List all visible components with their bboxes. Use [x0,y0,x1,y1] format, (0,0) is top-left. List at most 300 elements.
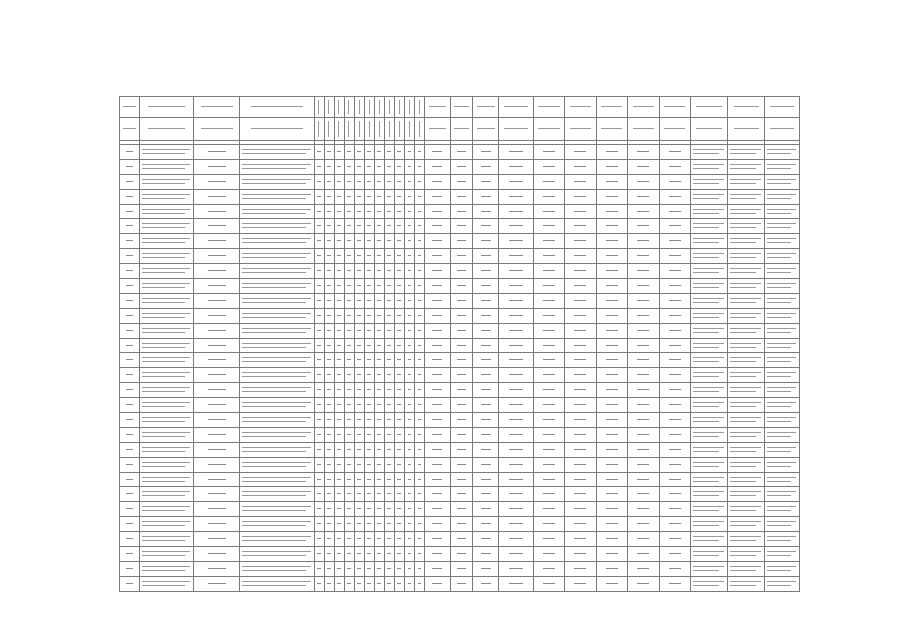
table-cell [473,308,499,323]
table-cell [628,576,659,591]
table-cell [374,353,384,368]
table-cell [424,219,450,234]
table-cell [344,472,354,487]
table-cell [324,561,334,576]
table-cell [240,502,314,517]
table-cell [414,442,424,457]
table-cell [334,264,344,279]
table-cell [324,234,334,249]
table-cell [334,547,344,562]
table-cell [691,576,728,591]
table-cell [314,204,324,219]
table-cell [499,159,533,174]
table-cell [628,249,659,264]
table-cell [628,279,659,294]
table-cell [728,204,765,219]
table-cell [240,398,314,413]
table-cell [473,219,499,234]
table-cell [240,279,314,294]
table-cell [691,279,728,294]
table-cell [659,442,690,457]
table-cell [728,442,765,457]
table-cell [404,487,414,502]
table-cell [659,561,690,576]
table-cell [354,487,364,502]
table-cell [596,338,627,353]
table-cell [765,517,800,532]
table-cell [533,517,564,532]
table-cell [324,398,334,413]
table-cell [394,368,404,383]
table-cell [691,293,728,308]
table-cell [424,442,450,457]
table-cell [499,487,533,502]
table-row [120,174,800,189]
table-cell [533,532,564,547]
table-cell [628,561,659,576]
table-cell [374,338,384,353]
table-cell [334,159,344,174]
table-cell [140,517,194,532]
table-cell [364,234,374,249]
table-cell [384,472,394,487]
table-cell [533,189,564,204]
table-row [120,338,800,353]
table-cell [334,219,344,234]
table-subheader-cell [334,118,344,141]
table-cell [596,517,627,532]
table-cell [364,427,374,442]
table-cell [765,249,800,264]
table-cell [450,219,473,234]
table-cell [765,234,800,249]
table-cell [533,576,564,591]
table-cell [240,487,314,502]
table-cell [450,457,473,472]
table-cell [628,487,659,502]
table-cell [450,517,473,532]
table-cell [394,547,404,562]
table-cell [533,219,564,234]
table-cell [384,234,394,249]
table-cell [364,219,374,234]
table-cell [565,427,596,442]
table-cell [533,561,564,576]
table-cell [450,383,473,398]
table-cell [240,234,314,249]
table-cell [120,472,140,487]
table-cell [394,442,404,457]
table-cell [691,427,728,442]
table-cell [374,145,384,160]
table-cell [728,487,765,502]
table-cell [473,264,499,279]
table-cell [596,174,627,189]
table-cell [120,427,140,442]
table-cell [533,413,564,428]
table-cell [499,383,533,398]
table-cell [324,487,334,502]
table-cell [765,219,800,234]
table-cell [450,264,473,279]
table-cell [728,517,765,532]
table-cell [533,234,564,249]
table-cell [659,502,690,517]
table-header-cell [728,97,765,118]
table-cell [120,234,140,249]
table-cell [565,145,596,160]
table-header-cell [354,97,364,118]
table-header-cell [394,97,404,118]
table-cell [344,457,354,472]
table-header-cell [374,97,384,118]
table-cell [404,517,414,532]
table-subheader-cell [344,118,354,141]
table-cell [394,279,404,294]
table-cell [404,264,414,279]
table-cell [691,338,728,353]
table-cell [384,308,394,323]
table-header-cell [344,97,354,118]
table-cell [120,338,140,353]
table-cell [691,368,728,383]
table-subheader-cell [414,118,424,141]
table-cell [424,249,450,264]
table-cell [334,487,344,502]
table-cell [194,159,240,174]
table-cell [414,502,424,517]
table-cell [120,547,140,562]
table-cell [194,308,240,323]
table-cell [120,189,140,204]
table-cell [659,189,690,204]
table-cell [533,323,564,338]
table-cell [240,547,314,562]
table-cell [140,159,194,174]
table-cell [374,442,384,457]
table-cell [140,576,194,591]
table-cell [120,249,140,264]
table-cell [140,308,194,323]
table-cell [596,279,627,294]
table-cell [659,353,690,368]
table-cell [140,457,194,472]
table-cell [596,219,627,234]
table-cell [240,174,314,189]
table-cell [533,145,564,160]
table-cell [414,323,424,338]
table-cell [728,279,765,294]
table-cell [565,174,596,189]
table-cell [394,189,404,204]
table-cell [120,457,140,472]
table-cell [334,532,344,547]
table-cell [354,383,364,398]
table-cell [324,457,334,472]
table-cell [394,427,404,442]
table-row [120,293,800,308]
table-cell [364,338,374,353]
table-cell [596,547,627,562]
table-cell [728,561,765,576]
table-cell [499,442,533,457]
table-cell [765,323,800,338]
table-cell [354,279,364,294]
table-cell [344,517,354,532]
table-cell [334,561,344,576]
table-cell [194,383,240,398]
table-cell [565,413,596,428]
table-cell [240,145,314,160]
table-cell [565,398,596,413]
table-cell [628,413,659,428]
table-cell [324,427,334,442]
table-cell [499,145,533,160]
table-cell [565,219,596,234]
table-cell [374,204,384,219]
table-cell [414,398,424,413]
table-cell [354,398,364,413]
table-cell [424,413,450,428]
table-cell [194,219,240,234]
table-cell [364,487,374,502]
table-cell [424,264,450,279]
table-cell [364,204,374,219]
table-cell [374,234,384,249]
table-cell [394,159,404,174]
table-cell [414,174,424,189]
table-cell [394,576,404,591]
table-cell [404,502,414,517]
table-cell [344,547,354,562]
table-cell [691,383,728,398]
table-subheader-cell [384,118,394,141]
table-cell [240,576,314,591]
table-cell [533,427,564,442]
table-cell [194,576,240,591]
table-cell [374,293,384,308]
table-cell [414,338,424,353]
table-cell [240,219,314,234]
table-cell [364,145,374,160]
table-cell [424,293,450,308]
register-table [119,96,800,574]
table-cell [404,368,414,383]
table-cell [765,159,800,174]
table-cell [314,368,324,383]
table-cell [240,442,314,457]
table-cell [334,204,344,219]
table-cell [384,547,394,562]
table-cell [240,561,314,576]
table-cell [354,427,364,442]
table-cell [450,368,473,383]
table-cell [384,204,394,219]
table-cell [565,323,596,338]
table-cell [194,293,240,308]
table-cell [628,323,659,338]
table-header-row [120,97,800,118]
table-header-cell [533,97,564,118]
table-cell [240,427,314,442]
table-cell [473,487,499,502]
table-cell [628,398,659,413]
table-cell [424,279,450,294]
table-cell [424,338,450,353]
table-cell [384,174,394,189]
table-cell [424,561,450,576]
table-cell [691,502,728,517]
table-cell [324,472,334,487]
table-cell [728,368,765,383]
table-row [120,457,800,472]
table-cell [334,189,344,204]
table-cell [324,383,334,398]
table-row [120,159,800,174]
table-cell [364,353,374,368]
table-row [120,427,800,442]
table-cell [565,547,596,562]
table-cell [424,145,450,160]
table-cell [691,308,728,323]
table-cell [628,353,659,368]
table-cell [565,279,596,294]
table-header-cell [140,97,194,118]
table-cell [354,368,364,383]
table-cell [691,189,728,204]
table-cell [140,502,194,517]
table-subheader-cell [194,118,240,141]
table-cell [374,576,384,591]
table-cell [334,249,344,264]
table-cell [450,472,473,487]
table-cell [473,159,499,174]
table-cell [414,279,424,294]
table-cell [424,398,450,413]
table-cell [565,532,596,547]
table-cell [344,249,354,264]
table-cell [473,398,499,413]
table-cell [194,472,240,487]
table-cell [354,442,364,457]
table-cell [240,368,314,383]
table-cell [596,442,627,457]
table-cell [596,502,627,517]
table-row [120,308,800,323]
table-cell [765,174,800,189]
table-cell [374,457,384,472]
table-cell [424,576,450,591]
table-cell [324,547,334,562]
table-cell [384,189,394,204]
table-cell [473,279,499,294]
table-cell [765,279,800,294]
table-cell [344,576,354,591]
table-cell [414,264,424,279]
table-cell [499,204,533,219]
table-cell [499,279,533,294]
table-header-cell [565,97,596,118]
table-cell [628,234,659,249]
table-cell [140,338,194,353]
table-subheader-cell [314,118,324,141]
table-cell [628,532,659,547]
table-cell [691,561,728,576]
table-cell [414,427,424,442]
table-cell [659,279,690,294]
table-cell [596,159,627,174]
table-cell [344,145,354,160]
table-cell [364,442,374,457]
table-cell [384,353,394,368]
table-cell [140,561,194,576]
table-cell [324,576,334,591]
table-cell [384,293,394,308]
table-cell [120,368,140,383]
table-cell [499,234,533,249]
table-row [120,547,800,562]
table-row [120,249,800,264]
table-cell [314,502,324,517]
table-cell [324,502,334,517]
table-cell [499,457,533,472]
table-cell [314,517,324,532]
table-cell [691,487,728,502]
table-cell [691,517,728,532]
table-cell [565,189,596,204]
table-cell [354,532,364,547]
table-cell [404,353,414,368]
table-cell [691,264,728,279]
table-cell [596,234,627,249]
table-cell [314,561,324,576]
table-cell [334,338,344,353]
table-cell [450,398,473,413]
table-cell [565,383,596,398]
table-row [120,561,800,576]
table-cell [659,487,690,502]
table-cell [354,308,364,323]
table-cell [404,249,414,264]
table-cell [404,234,414,249]
table-header-cell [314,97,324,118]
table-row [120,472,800,487]
table-cell [394,487,404,502]
table-cell [334,517,344,532]
table-cell [533,279,564,294]
table-cell [659,174,690,189]
table-cell [120,383,140,398]
table-header-cell [120,97,140,118]
table-cell [596,189,627,204]
table-cell [394,457,404,472]
table-cell [384,517,394,532]
table-cell [364,264,374,279]
table-cell [499,308,533,323]
table-cell [414,145,424,160]
table-cell [344,427,354,442]
table-cell [404,457,414,472]
table-cell [765,532,800,547]
table-cell [404,308,414,323]
table-cell [334,293,344,308]
table-cell [628,472,659,487]
table-cell [334,398,344,413]
table-cell [533,547,564,562]
table-cell [344,219,354,234]
table-cell [394,413,404,428]
table-cell [120,561,140,576]
